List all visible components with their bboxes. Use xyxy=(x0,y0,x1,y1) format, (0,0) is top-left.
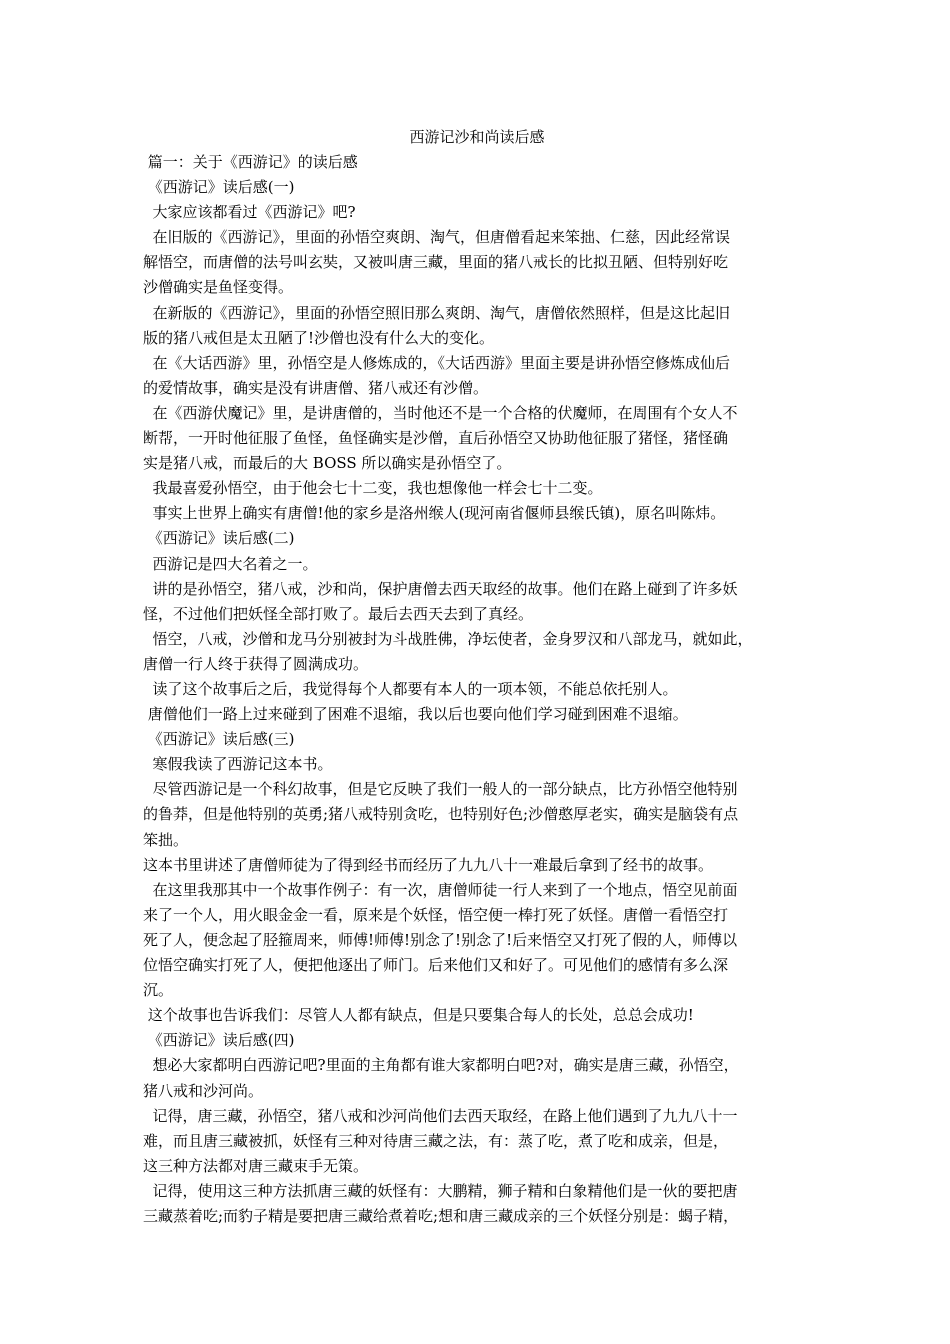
paragraph: 《西游记》读后感(四) xyxy=(143,1031,295,1050)
paragraph: 《西游记》读后感(二) xyxy=(143,529,295,548)
paragraph: 这本书里讲述了唐僧师徒为了得到经书而经历了九九八十一难最后拿到了经书的故事。 xyxy=(143,855,714,874)
paragraph: 在旧版的《西游记》，里面的孙悟空爽朗、淘气，但唐僧看起来笨拙、仁慈，因此经常误 解悟空，而唐僧的法号叫玄奘，又被叫唐三藏，里面的猪八戒长的比拟丑陋、但特别好吃 沙僧确实是鱼怪变得。 xyxy=(143,228,731,297)
paragraph: 记得，唐三藏，孙悟空，猪八戒和沙河尚他们去西天取经，在路上他们遇到了九九八十一 难，而且唐三藏被抓，妖怪有三种对待唐三藏之法，有：蒸了吃，煮了吃和成亲，但是， 这三种方法都对唐三藏束手无策。 xyxy=(143,1106,738,1175)
paragraph: 悟空，八戒，沙僧和龙马分别被封为斗战胜佛，净坛使者，金身罗汉和八部龙马，就如此， 唐僧一行人终于获得了圆满成功。 xyxy=(143,629,753,673)
paragraph: 事实上世界上确实有唐僧!他的家乡是洛州缑人(现河南省偃师县缑氏镇)，原名叫陈炜。 xyxy=(143,504,726,523)
paragraph: 读了这个故事后之后，我觉得每个人都要有本人的一项本领，不能总依托别人。 xyxy=(143,680,678,698)
paragraph: 《西游记》读后感(一) xyxy=(143,178,295,197)
paragraph: 这个故事也告诉我们：尽管人人都有缺点，但是只要集合每人的长处，总总会成功! xyxy=(143,1006,694,1025)
document-title: 西游记沙和尚读后感 xyxy=(409,128,545,146)
paragraph: 唐僧他们一路上过来碰到了困难不退缩，我以后也要向他们学习碰到困难不退缩。 xyxy=(143,705,688,724)
paragraph: 寒假我读了西游记这本书。 xyxy=(143,755,333,774)
paragraph: 大家应该都看过《西游记》吧? xyxy=(143,203,356,222)
paragraph: 在这里我那其中一个故事作例子：有一次，唐僧师徒一行人来到了一个地点，悟空见前面 来了一个人，用火眼金金一看，原来是个妖怪，悟空便一棒打死了妖怪。唐僧一看悟空打 死了人，便念起了胫箍周来，师傅!师傅!别念了!别念了!后来悟空又打死了假的人，师傅以 位悟空确实打死了人，便把他逐出了师门。后来他们又和好了。可见他们的感情有多么深 沉。 xyxy=(143,880,738,1000)
document-body xyxy=(143,150,811,1229)
paragraph: 讲的是孙悟空，猪八戒，沙和尚，保护唐僧去西天取经的故事。他们在路上碰到了许多妖 怪，不过他们把妖怪全部打败了。最后去西天去到了真经。 xyxy=(143,579,738,623)
paragraph: 在《大话西游》里，孙悟空是人修炼成的，《大话西游》里面主要是讲孙悟空修炼成仙后 的爱情故事，确实是没有讲唐僧、猪八戒还有沙僧。 xyxy=(143,353,731,397)
paragraph: 在《西游伏魔记》里，是讲唐僧的，当时他还不是一个合格的伏魔师，在周围有个女人不 断帮，一开时他征服了鱼怪，鱼怪确实是沙僧，直后孙悟空又协助他征服了猪怪，猪怪确 实是猪八戒，而最后的大 BOSS 所以确实是孙悟空了。 xyxy=(143,403,738,473)
paragraph: 西游记是四大名着之一。 xyxy=(143,554,318,573)
paragraph: 《西游记》读后感(三) xyxy=(143,730,295,749)
paragraph: 记得，使用这三种方法抓唐三藏的妖怪有：大鹏精，狮子精和白象精他们是一伙的要把唐 三藏蒸着吃;而豹子精是要把唐三藏给煮着吃;想和唐三藏成亲的三个妖怪分别是：蝎子精， xyxy=(143,1181,739,1226)
paragraph: 我最喜爱孙悟空，由于他会七十二变，我也想像他一样会七十二变。 xyxy=(143,479,603,498)
paragraph: 想必大家都明白西游记吧?里面的主角都有谁大家都明白吧?对，确实是唐三藏，孙悟空， 猪八戒和沙河尚。 xyxy=(143,1056,739,1100)
paragraph: 在新版的《西游记》，里面的孙悟空照旧那么爽朗、淘气，唐僧依然照样，但是这比起旧 版的猪八戒但是太丑陋了!沙僧也没有什么大的变化。 xyxy=(143,303,731,347)
document-page xyxy=(143,124,811,1229)
paragraph: 尽管西游记是一个科幻故事，但是它反映了我们一般人的一部分缺点，比方孙悟空他特别 的鲁莽，但是他特别的英勇;猪八戒特别贪吃，也特别好色;沙僧憨厚老实，确实是脑袋有点 笨拙。 xyxy=(143,780,739,849)
paragraph: 篇一：关于《西游记》的读后感 xyxy=(143,153,358,171)
